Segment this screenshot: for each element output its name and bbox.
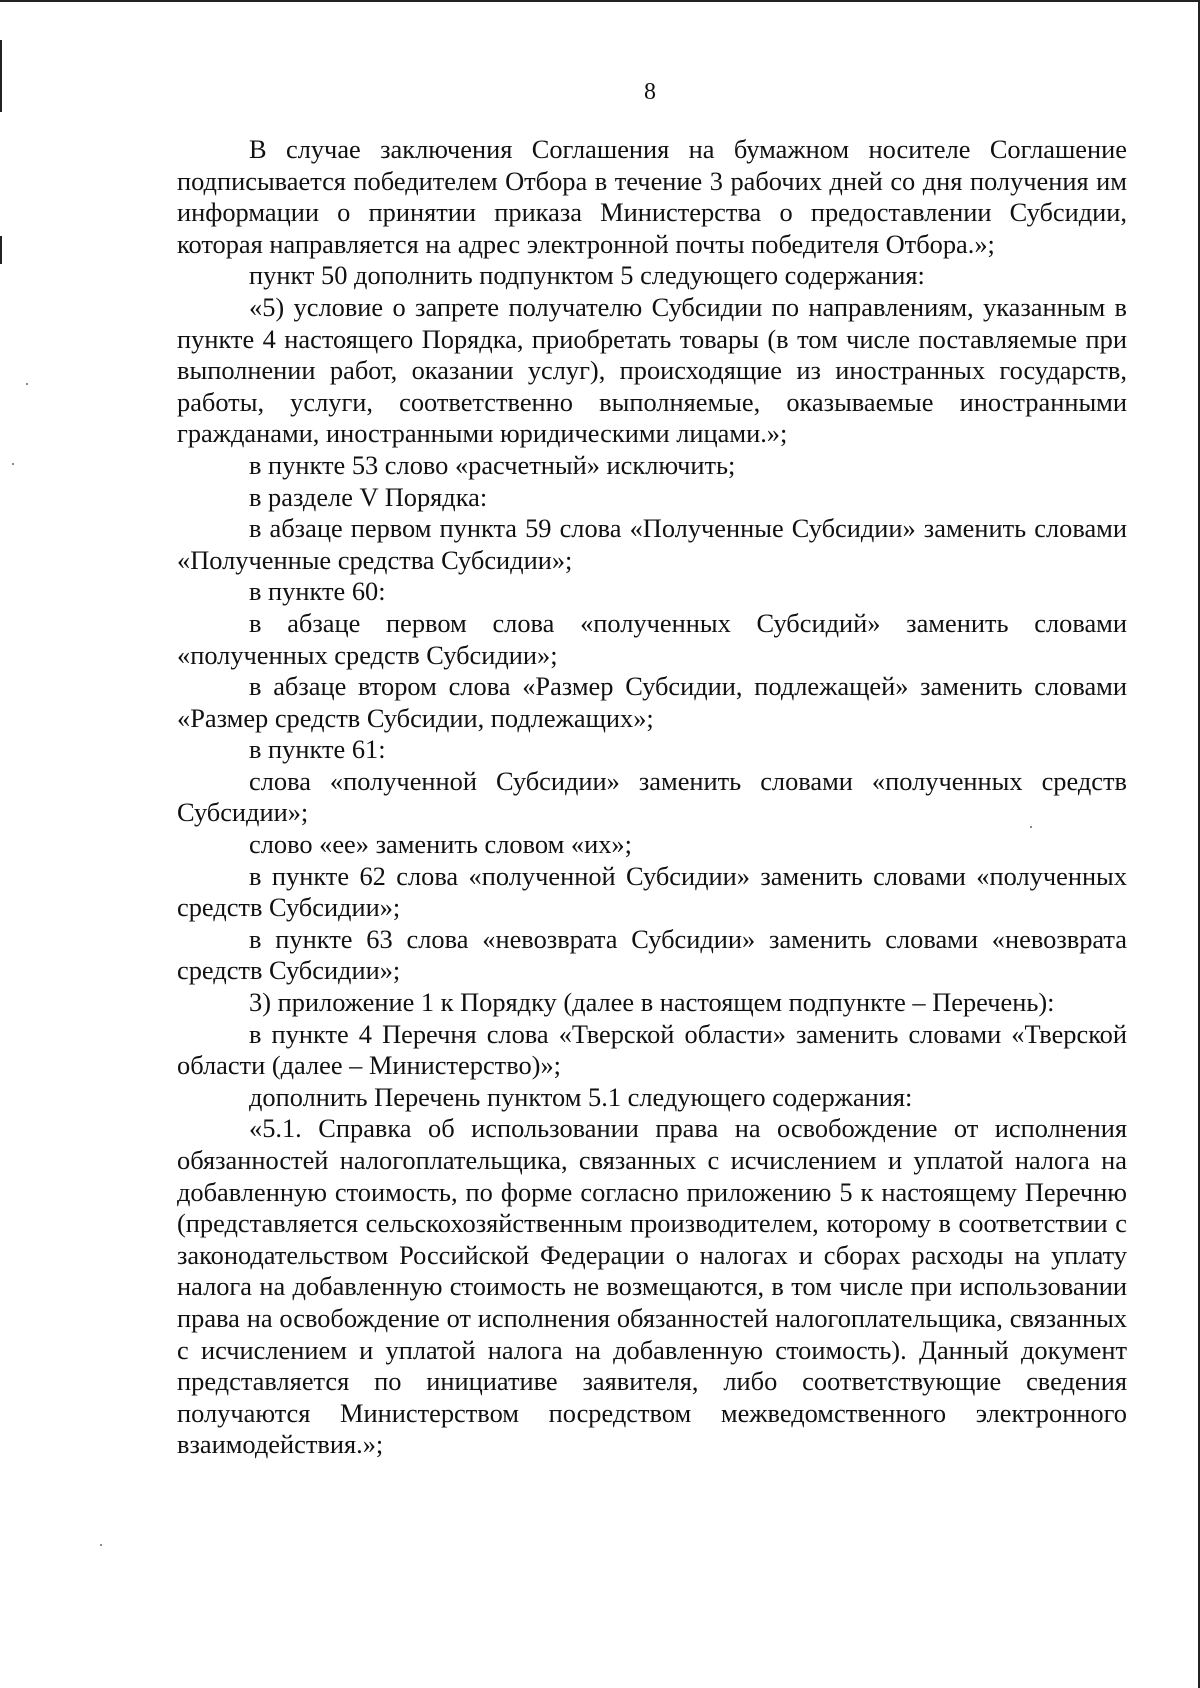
scan-speck (12, 463, 14, 465)
page-number: 8 (644, 79, 656, 105)
paragraph: в пункте 4 Перечня слова «Тверской области» заменить словами «Тверской области (далее – Министерство)»; (177, 1018, 1127, 1081)
scan-speck (26, 383, 28, 385)
paragraph: в абзаце втором слова «Размер Субсидии, подлежащей» заменить словами «Размер средств Субсидии, подлежащих»; (177, 671, 1127, 733)
paragraph: слова «полученной Субсидии» заменить словами «полученных средств Субсидии»; (177, 765, 1127, 828)
paragraph: дополнить Перечень пунктом 5.1 следующего содержания: (249, 1081, 913, 1112)
paragraph: «5.1. Справка об использовании права на освобождение от исполнения обязанностей налогоплательщика, связанных с исчислением и уплатой налога на добавленную стоимость, по форме согласно приложению 5 к настоящему Перечню (представляется сельскохозяйственным производителем, которому в соответствии с законодательством Российской Федерации о налогах и сборах расходы на уплату налога на добавленную стоимость не возмещаются, в том числе при использовании права на освобождение от исполнения обязанностей налогоплательщика, связанных с исчислением и уплатой налога на добавленную стоимость). Данный документ представляется по инициативе заявителя, либо соответствующие сведения получаются Министерством посредством межведомственного электронного взаимодействия.»; (177, 1113, 1127, 1460)
paragraph: в пункте 63 слова «невозврата Субсидии» заменить словами «невозврата средств Субсидии»; (177, 923, 1127, 986)
scan-speck (100, 1544, 102, 1546)
paragraph: 3) приложение 1 к Порядку (далее в настоящем подпункте – Перечень): (249, 987, 1055, 1018)
document-body (177, 134, 1127, 1461)
paragraph: «5) условие о запрете получателю Субсидии по направлениям, указанным в пункте 4 настоящего Порядка, приобретать товары (в том числе поставляемые при выполнении работ, оказании услуг), происходящие из иностранных государств, работы, услуги, соответственно выполняемые, оказываемые иностранными гражданами, иностранными юридическими лицами.»; (177, 291, 1127, 449)
paragraph: В случае заключения Соглашения на бумажном носителе Соглашение подписывается победителем Отбора в течение 3 рабочих дней со дня получения им информации о принятии приказа Министерства о предоставлении Субсидии, которая направляется на адрес электронной почты победителя Отбора.»; (177, 134, 1127, 259)
paragraph: в пункте 53 слово «расчетный» исключить; (249, 449, 736, 480)
paragraph: в пункте 60: (249, 576, 386, 607)
paragraph: в разделе V Порядка: (249, 481, 488, 512)
paragraph: в пункте 61: (249, 734, 386, 765)
paragraph: слово «ее» заменить словом «их»; (249, 829, 632, 860)
paragraph: в пункте 62 слова «полученной Субсидии» заменить словами «полученных средств Субсидии»; (177, 860, 1127, 923)
scan-edge-left-lower (0, 236, 2, 264)
scan-edge-top (0, 0, 1200, 2)
paragraph: в абзаце первом слова «полученных Субсидий» заменить словами «полученных средств Субсидии»; (177, 607, 1127, 670)
paragraph: в абзаце первом пункта 59 слова «Полученные Субсидии» заменить словами «Полученные средства Субсидии»; (177, 513, 1127, 575)
paragraph: пункт 50 дополнить подпунктом 5 следующего содержания: (249, 260, 925, 291)
